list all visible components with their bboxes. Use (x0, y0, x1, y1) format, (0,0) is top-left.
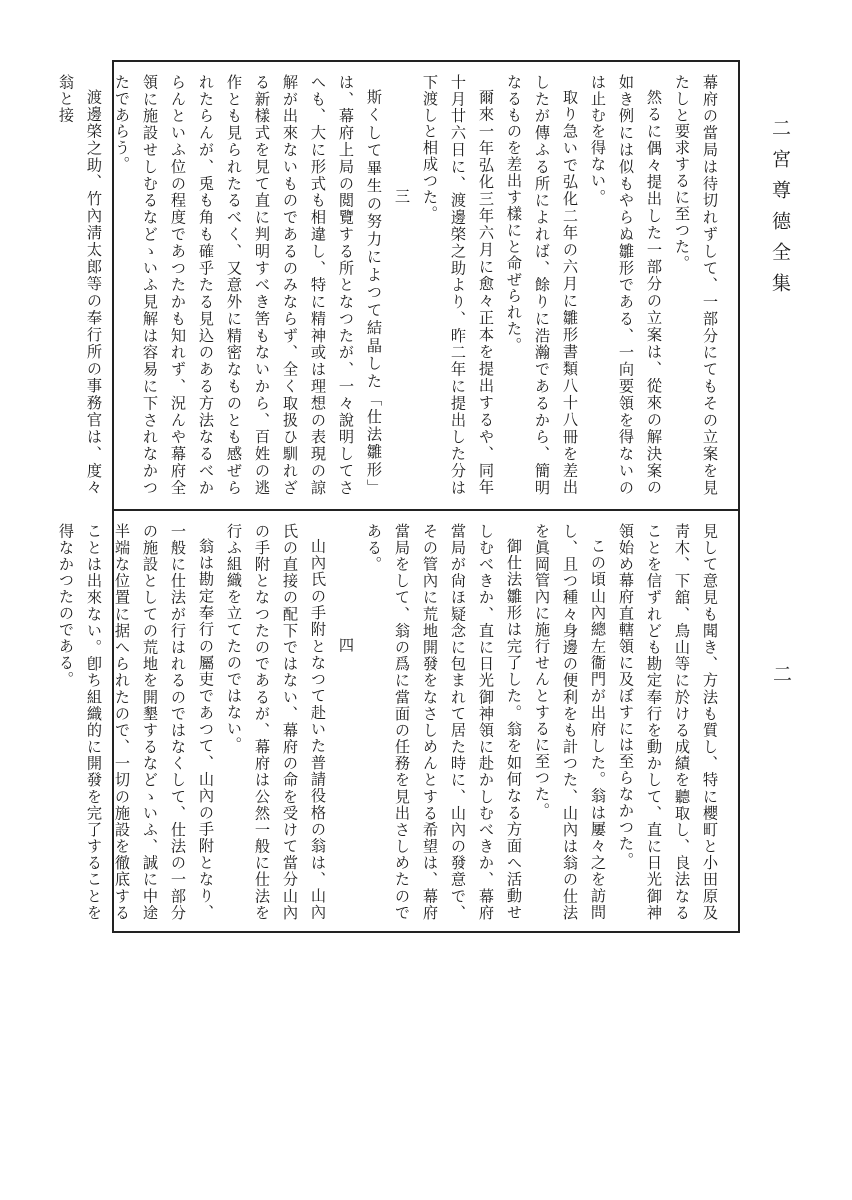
horizontal-divider (114, 509, 738, 511)
paragraph: 翁は勘定奉行の屬吏であつて、山內の手附となり、一般に仕法が行はれるのではなくして、仕法の一部分の施設としての荒地を開墾するなどゝいふ、誠に中途半端な位置に据へられたので、一切の施設を徹底することは出來ない。卽ち組織的に開發を完了することを得なかつたのである。 (57, 523, 215, 921)
section-heading: 四 (337, 637, 355, 654)
paragraph: 見して意見も聞き、方法も質し、特に櫻町と小田原及靑木、下舘、鳥山等に於ける成績を聽取し、良法なることを信ずれども勘定奉行を動かして、直に日光御神領始め幕府直轄領に及ぼすには至らなかつた。 (617, 523, 719, 921)
running-header-title: 二宮尊德全集 (769, 118, 791, 304)
paragraph: 然るに偶々提出した一部分の立案は、從來の解決案の如き例には似もやらぬ雛形である、一向要領を得ないのは止むを得ない。 (589, 74, 663, 496)
paragraph: 爾來一年弘化三年六月に愈々正本を提出するや、同年十月廿六日に、渡邊棨之助より、昨二年に提出した分は下渡しと相成つた。 (421, 74, 495, 496)
text-frame (57, 60, 740, 933)
paragraph: この頃山內總左衞門が出府した。翁は屢々之を訪問し、且つ種々身邊の便利をも計つた、山內は翁の仕法を眞岡管內に施行せんとするに至つた。 (533, 523, 607, 921)
paragraph: 渡邊棨之助、竹內淸太郎等の奉行所の事務官は、度々翁と接 (57, 74, 103, 496)
paragraph: 幕府の當局は待切れずして、一部分にてもその立案を見たしと要求するに至つた。 (673, 74, 719, 496)
paragraph: 斯くして畢生の努力によつて結晶した「仕法雛形」は、幕府上局の閲覽する所となつたが、一々說明してさへも、大に形式も相違し、特に精神或は理想の表現の諒解が出來ないものであるのみならず、全く取扱ひ馴れざる新樣式を見て直に判明すべき筈もないから、百姓の逃作とも見られたるべく、又意外に精密なものとも感ぜられたらんが、兎も角も確乎たる見込のある方法なるべからんといふ位の程度であつたかも知れず、況んや幕府全領に施設せしむるなどゝいふ見解は容易に下されなかつたであらう。 (113, 74, 383, 496)
paragraph: 山內氏の手附となつて赴いた普請役格の翁は、山內氏の直接の配下ではない、幕府の命を受けて當分山內の手附となつたのであるが、幕府は公然一般に仕法を行ふ組織を立てたのではない。 (225, 523, 327, 921)
paragraph: 取り急いで弘化二年の六月に雛形書類八十八冊を差出したが傳ふる所によれば、餘りに浩瀚であるから、簡明なるものを差出す樣にと命ぜられた。 (505, 74, 579, 496)
paragraph: 御仕法雛形は完了した。翁を如何なる方面へ活動せしむべきか、直に日光御神領に赴かしむべきか、幕府當局が尙ほ疑念に包まれて居た時に、山內の發意で、その管內に荒地開發をなさしめんとする希望は、幕府當局をして、翁の爲に當面の任務を見出さしめたのである。 (365, 523, 523, 921)
page-number: 二 (770, 664, 792, 683)
text-block-lower (57, 523, 724, 921)
text-block-upper (57, 74, 724, 496)
section-heading: 三 (393, 188, 411, 205)
